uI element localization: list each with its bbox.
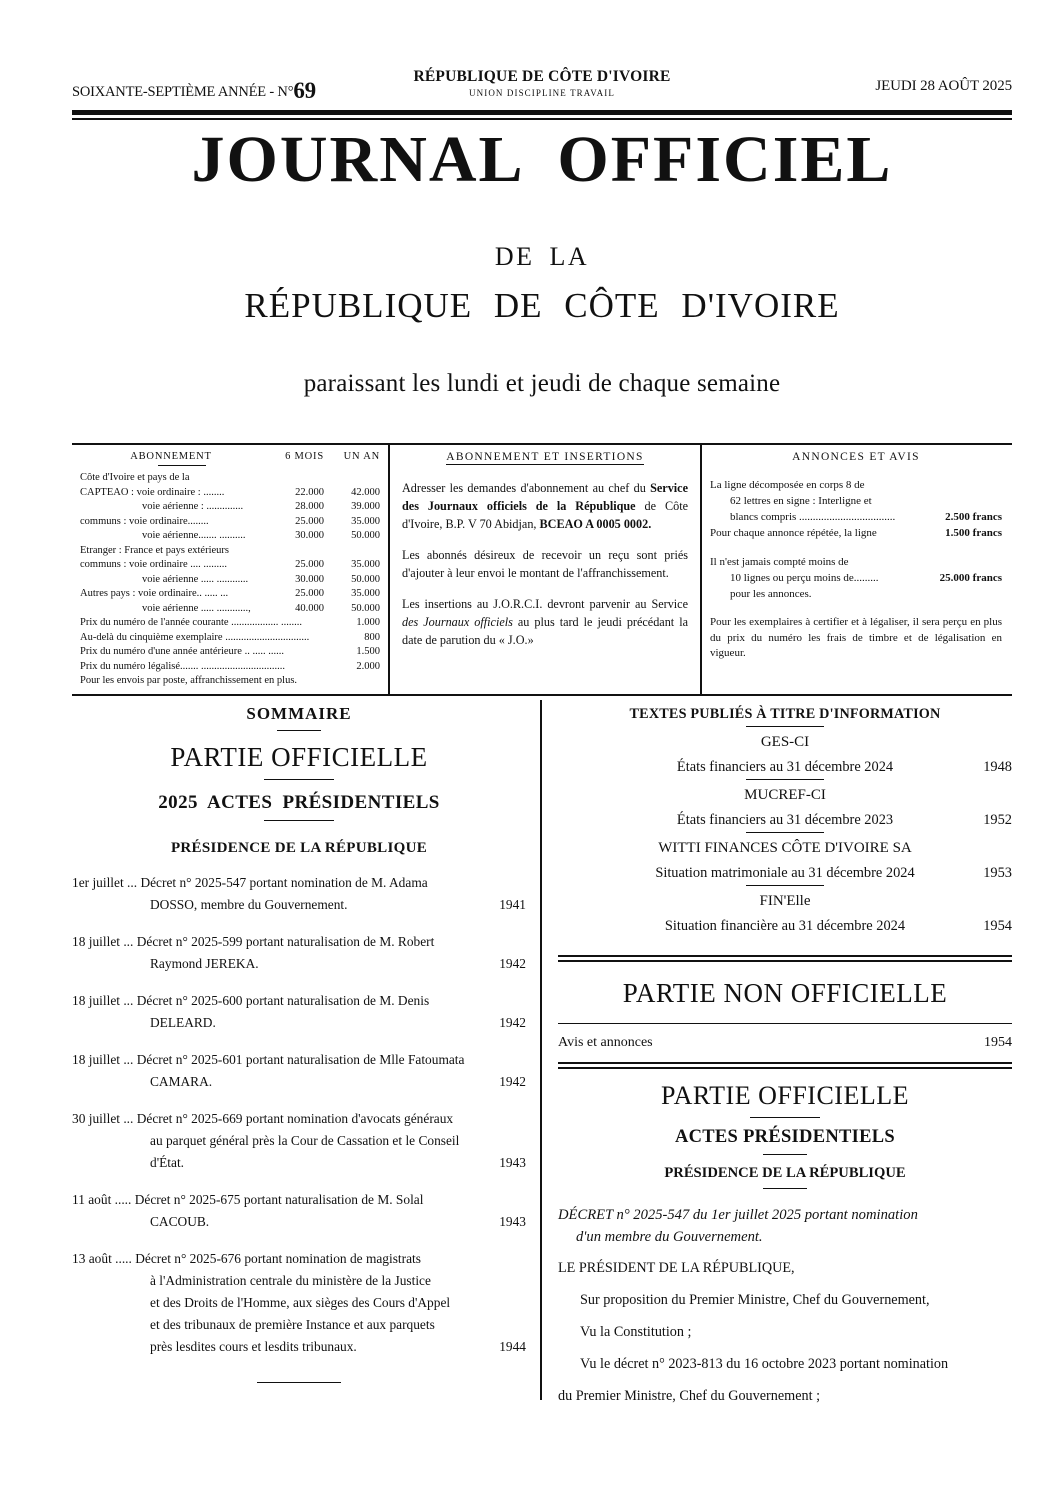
subscription-price-label: Prix du numéro d'une année antérieure .. ..... ...... bbox=[80, 646, 284, 657]
insertions-box bbox=[390, 445, 702, 694]
partie-officielle-2-heading: PARTIE OFFICIELLE bbox=[661, 1081, 909, 1110]
insertions-p1c: de Côte d'Ivoire, B.P. V 70 Abidjan, bbox=[402, 499, 689, 531]
textes-item-desc: États financiers au 31 décembre 2024 bbox=[676, 759, 894, 775]
decret-president-line: LE PRÉSIDENT DE LA RÉPUBLIQUE, bbox=[558, 1260, 795, 1276]
textes-item-desc: États financiers au 31 décembre 2023 bbox=[676, 812, 894, 828]
annonce-line bbox=[710, 525, 1002, 541]
sommaire-entry[interactable] bbox=[72, 872, 526, 916]
sommaire-column bbox=[72, 700, 540, 1400]
textes-item-row[interactable] bbox=[558, 812, 1012, 829]
edition-line bbox=[72, 78, 316, 104]
subscription-row-6mois: 25.000 bbox=[295, 588, 324, 599]
partie-off2-divider bbox=[750, 1117, 820, 1118]
annonce-line bbox=[710, 493, 1002, 509]
subscription-row-label: voie aérienne : .............. bbox=[142, 501, 244, 512]
avis-row bbox=[558, 1035, 1012, 1051]
info-boxes bbox=[72, 443, 1012, 696]
subscription-footer-row bbox=[80, 674, 380, 689]
insertions-para-3 bbox=[402, 595, 688, 649]
decret-body-line: Vu le décret n° 2023-813 du 16 octobre 2023 portant nomination bbox=[580, 1356, 949, 1372]
subscription-price-value: 1.000 bbox=[356, 617, 380, 628]
subscription-row bbox=[80, 544, 380, 559]
edition-label: SOIXANTE-SEPTIÈME ANNÉE - N° bbox=[72, 84, 294, 100]
sommaire-entry-page: 1942 bbox=[499, 1015, 526, 1030]
sommaire-entry-date: 1er juillet ... bbox=[72, 875, 141, 890]
subscription-row bbox=[80, 573, 380, 588]
sommaire-entry-text: d'État. 1943 bbox=[72, 1152, 526, 1174]
textes-item-rule bbox=[746, 832, 824, 833]
subscription-row-unan: 42.000 bbox=[351, 486, 380, 498]
sommaire-entry-text: au parquet général près la Cour de Cassation et le Conseil bbox=[150, 1133, 460, 1148]
annonce-text: 10 lignes ou perçu moins de......... bbox=[730, 572, 879, 584]
textes-item-page: 1953 bbox=[983, 865, 1012, 881]
decret-title bbox=[558, 1204, 1012, 1248]
sommaire-entry-text: Décret n° 2025-599 portant naturalisation de M. Robert bbox=[136, 934, 435, 949]
sommaire-entry-text: Raymond JEREKA. 1942 bbox=[72, 953, 526, 975]
subscription-price-rows bbox=[80, 616, 380, 674]
subscription-row bbox=[80, 515, 380, 530]
subscription-row-unan bbox=[324, 544, 380, 559]
header-rule-top bbox=[72, 110, 1012, 115]
insertions-para-1 bbox=[402, 479, 688, 533]
subscription-row-6mois bbox=[266, 471, 324, 486]
annonce-line bbox=[710, 509, 1002, 525]
textes-item-row[interactable] bbox=[558, 918, 1012, 935]
insertions-service-name: Service des Journaux officiels de la République bbox=[402, 481, 688, 513]
annonce-price: 2.500 francs bbox=[945, 511, 1002, 523]
subscription-row bbox=[80, 486, 380, 501]
subscription-row-unan: 50.000 bbox=[351, 573, 380, 585]
textes-item-row[interactable] bbox=[558, 759, 1012, 776]
sommaire-entry-text: DELEARD. 1942 bbox=[72, 1012, 526, 1034]
annonce-text: Il n'est jamais compté moins de bbox=[710, 556, 849, 568]
sommaire-entry-text: et des tribunaux de première Instance et aux parquets bbox=[150, 1317, 435, 1332]
textes-item-page: 1948 bbox=[983, 759, 1012, 775]
annonce-line bbox=[710, 554, 1002, 570]
sommaire-entry-text: près lesdites cours et lesdits tribunaux. 1944 bbox=[72, 1336, 526, 1358]
subscription-price-value: 800 bbox=[364, 631, 380, 643]
issue-date: JEUDI 28 AOÛT 2025 bbox=[875, 78, 1012, 94]
masthead-header bbox=[72, 68, 1012, 104]
annonce-price bbox=[906, 554, 1002, 570]
sommaire-entry[interactable] bbox=[72, 1248, 526, 1358]
sommaire-heading: SOMMAIRE bbox=[246, 704, 352, 723]
sommaire-entry-text: et des Droits de l'Homme, aux sièges des Cours d'Appel bbox=[150, 1295, 451, 1310]
textes-item-row[interactable] bbox=[558, 865, 1012, 882]
sommaire-entry-text: à l'Administration centrale du ministère de la Justice bbox=[150, 1273, 431, 1288]
sommaire-entry-page: 1942 bbox=[499, 956, 526, 971]
subscription-row-unan: 39.000 bbox=[351, 501, 380, 512]
subscription-row-unan: 50.000 bbox=[351, 530, 380, 541]
subscription-price-row bbox=[80, 645, 380, 660]
sommaire-entry-page: 1943 bbox=[499, 1155, 526, 1170]
annonce-text: 62 lettres en signe : Interligne et bbox=[730, 495, 872, 507]
section-rule-2 bbox=[558, 1023, 1012, 1024]
textes-item-rule bbox=[746, 885, 824, 886]
subscription-row-6mois: 30.000 bbox=[295, 530, 324, 541]
avis-page: 1954 bbox=[984, 1035, 1012, 1050]
insertions-header bbox=[398, 451, 692, 465]
sommaire-entry-first-line bbox=[72, 1049, 526, 1071]
textes-org-name: WITTI FINANCES CÔTE D'IVOIRE SA bbox=[658, 840, 912, 856]
textes-item-rule bbox=[746, 779, 824, 780]
subscription-row bbox=[80, 558, 380, 573]
textes-item-desc: Situation financière au 31 décembre 2024 bbox=[664, 918, 906, 934]
sommaire-entry-text: Décret n° 2025-600 portant naturalisation de M. Denis bbox=[136, 993, 430, 1008]
annonce-text: blancs compris ................................... bbox=[730, 511, 896, 523]
republic-name: RÉPUBLIQUE DE CÔTE D'IVOIRE bbox=[413, 68, 671, 85]
sommaire-entry-first-line bbox=[72, 1189, 526, 1211]
sommaire-entry[interactable] bbox=[72, 1108, 526, 1174]
subscription-price-row bbox=[80, 631, 380, 646]
sommaire-entry-date: 18 juillet ... bbox=[72, 1052, 137, 1067]
sommaire-entry-first-line bbox=[72, 872, 526, 894]
presidence2-divider bbox=[763, 1188, 807, 1189]
subscription-row bbox=[80, 471, 380, 486]
sommaire-entry[interactable] bbox=[72, 931, 526, 975]
sommaire-entry-first-line bbox=[72, 990, 526, 1012]
subscription-row bbox=[80, 602, 380, 617]
textes-item-desc: Situation matrimoniale au 31 décembre 2024 bbox=[655, 865, 915, 881]
annonce-line bbox=[710, 586, 1002, 602]
subscription-row-label: communs : voie ordinaire .... ......... bbox=[80, 559, 227, 570]
subscription-price-row bbox=[80, 660, 380, 675]
subscription-price-label: Prix du numéro légalisé....... ................................ bbox=[80, 660, 286, 672]
textes-org-name: FIN'Elle bbox=[759, 893, 811, 909]
decret-body-line: Sur proposition du Premier Ministre, Chef du Gouvernement, bbox=[580, 1292, 930, 1308]
subscription-row-6mois: 28.000 bbox=[295, 501, 324, 512]
textes-info-list bbox=[558, 726, 1012, 935]
textes-org-name: MUCREF-CI bbox=[744, 787, 826, 803]
sommaire-entry-first-line bbox=[72, 1248, 526, 1270]
sommaire-entry-text: Décret n° 2025-669 portant nomination d'avocats généraux bbox=[136, 1111, 454, 1126]
subscription-row-unan: 35.000 bbox=[351, 588, 380, 599]
sommaire-presidence: PRÉSIDENCE DE LA RÉPUBLIQUE bbox=[170, 840, 428, 856]
sommaire-entry-date: 11 août ..... bbox=[72, 1192, 135, 1207]
masthead-country: RÉPUBLIQUE DE CÔTE D'IVOIRE bbox=[244, 286, 840, 326]
section-rule-1 bbox=[558, 955, 1012, 962]
insertions-p3a: Les insertions au J.O.R.C.I. devront parvenir au Service bbox=[402, 597, 688, 611]
textes-item-page: 1954 bbox=[983, 918, 1012, 934]
subscription-row bbox=[80, 529, 380, 544]
sommaire-partie-officielle: PARTIE OFFICIELLE bbox=[170, 742, 428, 772]
annonce-line bbox=[710, 570, 1002, 586]
subscription-row-label: Etranger : France et pays extérieurs bbox=[80, 544, 229, 556]
national-motto: UNION DISCIPLINE TRAVAIL bbox=[469, 88, 615, 98]
sommaire-entry-text: Décret n° 2025-601 portant naturalisation de Mlle Fatoumata bbox=[136, 1052, 465, 1067]
actes2-divider bbox=[763, 1154, 807, 1155]
subscription-row-unan: 50.000 bbox=[351, 602, 380, 614]
sommaire-entry-page: 1942 bbox=[499, 1074, 526, 1089]
annonce-text: Pour chaque annonce répétée, la ligne bbox=[710, 527, 877, 539]
partie-non-officielle-heading: PARTIE NON OFFICIELLE bbox=[622, 978, 948, 1008]
annonces-footer: Pour les exemplaires à certifier et à légaliser, il sera perçu en plus du prix du numéro les frais de timbre et de légalisation en vigueur. bbox=[710, 616, 1002, 659]
subscription-row-6mois: 25.000 bbox=[295, 559, 324, 570]
subscription-row-label: voie aérienne ..... ............, bbox=[142, 602, 251, 614]
sommaire-entry[interactable] bbox=[72, 1049, 526, 1093]
sommaire-entry-text: CAMARA. 1942 bbox=[72, 1071, 526, 1093]
annonce-price: 25.000 francs bbox=[939, 572, 1002, 584]
annonces-lines-2 bbox=[710, 554, 1002, 602]
insertions-para-2: Les abonnés désireux de recevoir un reçu sont priés d'ajouter à leur envoi le montant de l'affranchissement. bbox=[402, 548, 688, 580]
masthead-frequency: paraissant les lundi et jeudi de chaque semaine bbox=[303, 370, 781, 398]
sommaire-entry-date: 13 août ..... bbox=[72, 1251, 136, 1266]
subscription-table-header bbox=[80, 451, 380, 462]
annonces-header bbox=[710, 451, 1002, 463]
sommaire-entry-text: Décret n° 2025-675 portant naturalisation de M. Solal bbox=[134, 1192, 424, 1207]
subscription-price-label: Prix du numéro de l'année courante .................. ........ bbox=[80, 617, 303, 628]
masthead-title-block bbox=[72, 125, 1012, 398]
subscription-row-unan bbox=[324, 471, 380, 486]
subscription-footer: Pour les envois par poste, affranchissement en plus. bbox=[80, 675, 298, 686]
subscription-row-6mois: 25.000 bbox=[295, 515, 324, 527]
annonce-text: pour les annonces. bbox=[730, 588, 812, 600]
content-columns bbox=[72, 700, 1012, 1404]
subscription-row bbox=[80, 500, 380, 515]
presidence-republique-heading: PRÉSIDENCE DE LA RÉPUBLIQUE bbox=[664, 1165, 906, 1181]
annonce-text: La ligne décomposée en corps 8 de bbox=[710, 479, 865, 491]
subscription-row-6mois: 30.000 bbox=[295, 573, 324, 585]
textes-org-name: GES-CI bbox=[760, 734, 810, 750]
sommaire-entry-date: 18 juillet ... bbox=[72, 934, 137, 949]
insertions-p1a: Adresser les demandes d'abonnement au chef du bbox=[402, 481, 651, 495]
decret-body-line: du Premier Ministre, Chef du Gouvernement ; bbox=[558, 1388, 821, 1404]
page-title: JOURNAL OFFICIEL bbox=[191, 123, 893, 196]
sommaire-entry-date: 30 juillet ... bbox=[72, 1111, 137, 1126]
subscription-row-unan: 35.000 bbox=[351, 515, 380, 527]
sommaire-entry-page: 1944 bbox=[499, 1339, 526, 1354]
subscription-underline bbox=[158, 465, 206, 466]
actes-presidentiels-heading: ACTES PRÉSIDENTIELS bbox=[674, 1127, 896, 1147]
sommaire-entry[interactable] bbox=[72, 990, 526, 1034]
annonce-price: 1.500 francs bbox=[945, 527, 1002, 539]
annonces-box bbox=[702, 445, 1010, 694]
sommaire-entry-first-line bbox=[72, 931, 526, 953]
subscription-price-label: Au-delà du cinquième exemplaire ................................ bbox=[80, 631, 310, 643]
annonce-price bbox=[906, 477, 1002, 493]
subscription-row-6mois: 22.000 bbox=[295, 486, 324, 498]
insertions-title: ABONNEMENT ET INSERTIONS bbox=[446, 451, 644, 463]
subscription-row bbox=[80, 587, 380, 602]
subscription-row-unan: 35.000 bbox=[351, 559, 380, 570]
annonces-lines-1 bbox=[710, 477, 1002, 541]
subscription-row-label: Autres pays : voie ordinaire.. ..... ... bbox=[80, 588, 229, 599]
subscription-rows bbox=[80, 471, 380, 616]
masthead-dela: DE LA bbox=[494, 242, 590, 272]
annonce-price bbox=[906, 493, 1002, 509]
header-rule-bottom bbox=[72, 118, 1012, 120]
section-rule-3 bbox=[558, 1062, 1012, 1069]
actes-divider bbox=[264, 820, 334, 821]
subscription-row-label: CAPTEAO : voie ordinaire : ........ bbox=[80, 486, 225, 498]
textes-item-page: 1952 bbox=[983, 812, 1012, 828]
sommaire-entry-list bbox=[72, 872, 526, 1358]
sommaire-end-divider bbox=[257, 1382, 341, 1383]
col-6mois: 6 MOIS bbox=[285, 451, 324, 462]
insertions-bceao: BCEAO A 0005 0002. bbox=[539, 517, 652, 531]
avis-label: Avis et annonces bbox=[558, 1035, 653, 1050]
issue-number: 69 bbox=[293, 78, 316, 103]
annonce-price bbox=[906, 586, 1002, 602]
sommaire-entry-date: 18 juillet ... bbox=[72, 993, 137, 1008]
col-unan: UN AN bbox=[343, 451, 380, 462]
decret-body bbox=[558, 1289, 1012, 1408]
subscription-price-value: 2.000 bbox=[356, 660, 380, 672]
sommaire-divider bbox=[277, 730, 321, 731]
insertions-p3c: au plus tard le jeudi précédant la date de parution du « J.O.» bbox=[402, 615, 688, 647]
annonce-line bbox=[710, 477, 1002, 493]
decret-title-line2: d'un membre du Gouvernement. bbox=[576, 1229, 763, 1245]
decret-body-line: Vu la Constitution ; bbox=[580, 1324, 692, 1340]
sommaire-entry[interactable] bbox=[72, 1189, 526, 1233]
textes-heading-rule bbox=[746, 726, 824, 727]
sommaire-actes: 2025 ACTES PRÉSIDENTIELS bbox=[158, 792, 440, 813]
sommaire-entry-text: CACOUB. 1943 bbox=[72, 1211, 526, 1233]
subscription-row-label: voie aérienne ..... ............ bbox=[142, 573, 249, 585]
subscription-row-label: voie aérienne....... .......... bbox=[142, 530, 246, 541]
subscription-price-row bbox=[80, 616, 380, 631]
annonces-title: ANNONCES ET AVIS bbox=[792, 451, 920, 463]
republic-block bbox=[413, 68, 670, 98]
sommaire-entry-text: Décret n° 2025-547 portant nomination de M. Adama bbox=[140, 875, 428, 890]
subscription-row-label: communs : voie ordinaire........ bbox=[80, 515, 209, 527]
sommaire-entry-first-line bbox=[72, 1108, 526, 1130]
subscription-title: ABONNEMENT bbox=[130, 451, 212, 462]
sommaire-entry-page: 1943 bbox=[499, 1214, 526, 1229]
partie-divider bbox=[264, 779, 334, 780]
textes-info-heading: TEXTES PUBLIÉS À TITRE D'INFORMATION bbox=[629, 706, 941, 722]
decret-title-line1: DÉCRET n° 2025-547 du 1er juillet 2025 portant nomination bbox=[558, 1207, 918, 1223]
subscription-row-6mois bbox=[266, 544, 324, 559]
sommaire-entry-page: 1941 bbox=[499, 897, 526, 912]
sommaire-entry-text: DOSSO, membre du Gouvernement. 1941 bbox=[72, 894, 526, 916]
insertions-journaux-officiels: des Journaux officiels bbox=[402, 615, 513, 629]
subscription-row-6mois: 40.000 bbox=[295, 602, 324, 614]
subscription-price-value: 1.500 bbox=[356, 646, 380, 657]
subscription-box bbox=[72, 445, 390, 694]
right-column bbox=[542, 700, 1012, 1404]
subscription-row-label: Côte d'Ivoire et pays de la bbox=[80, 472, 190, 483]
sommaire-entry-text: Décret n° 2025-676 portant nomination de magistrats bbox=[135, 1251, 421, 1266]
